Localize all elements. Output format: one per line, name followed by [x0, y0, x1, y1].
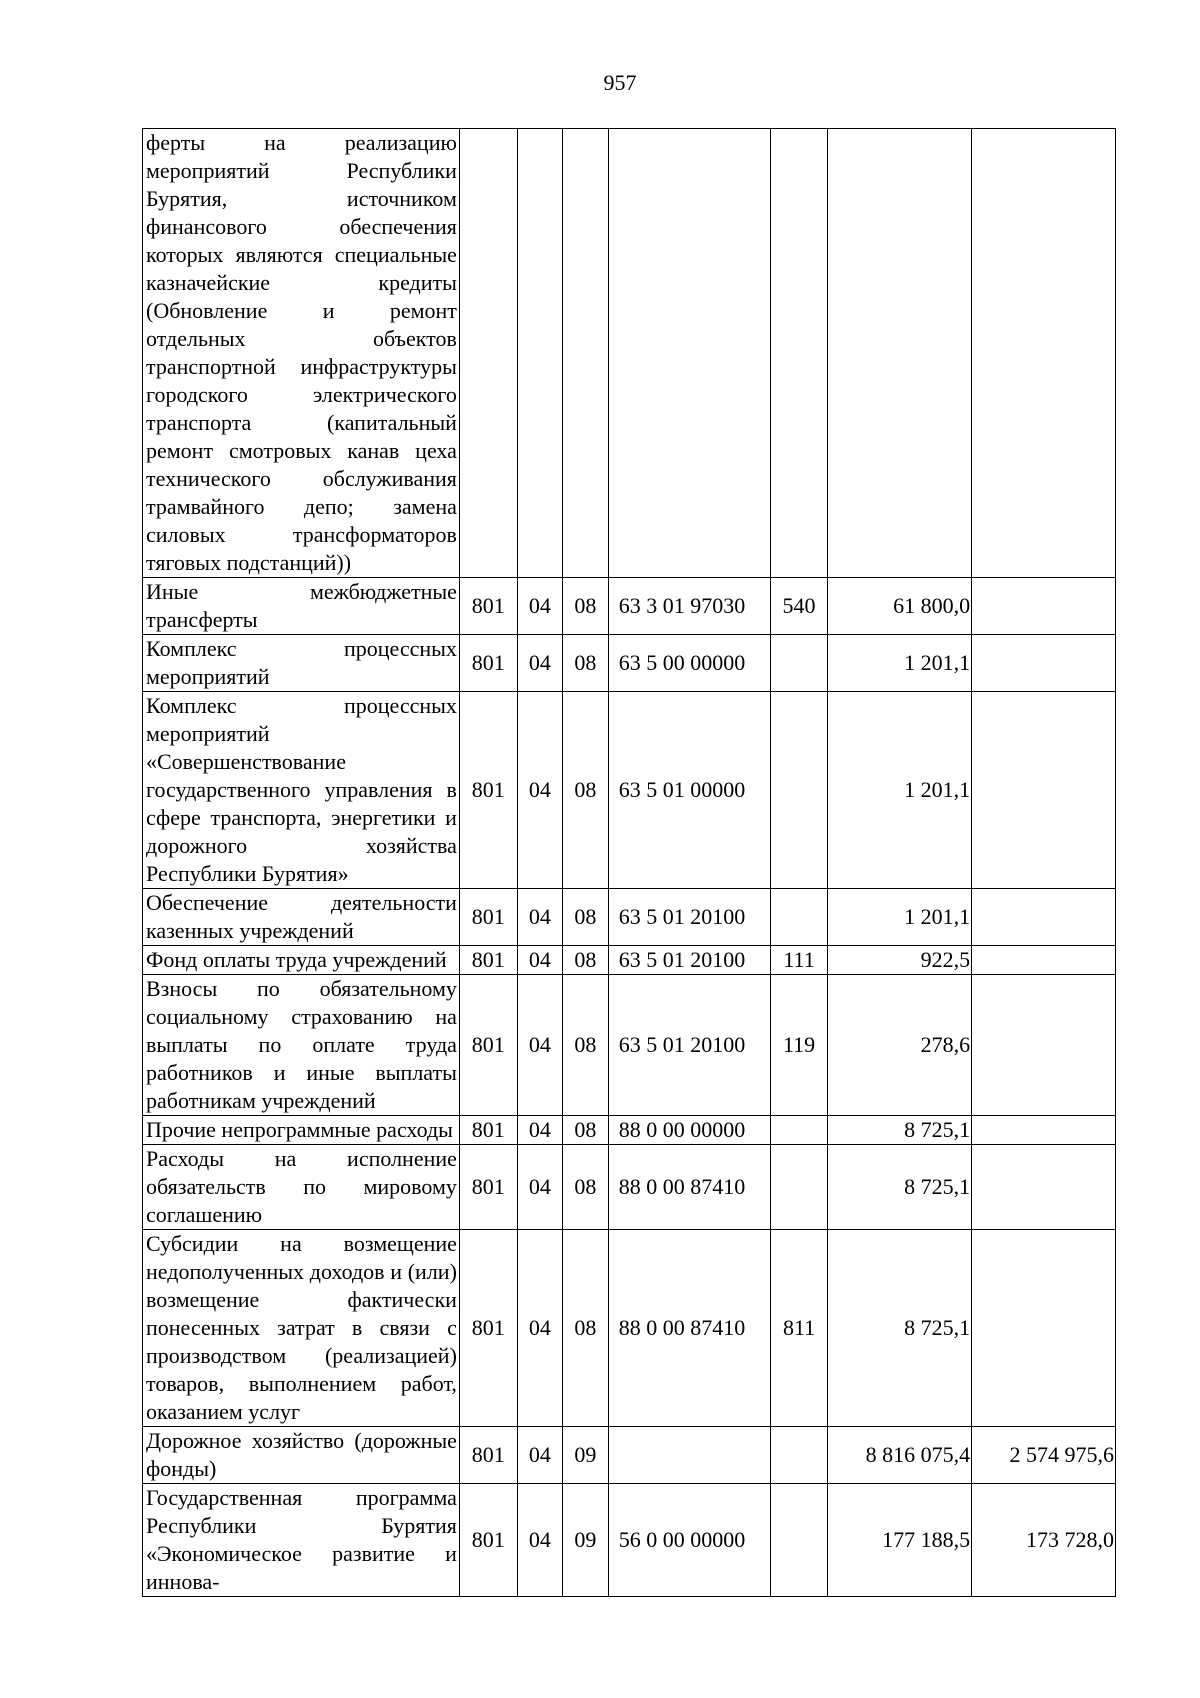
section-code-cell: 04 [517, 578, 563, 635]
expense-type-cell: 111 [770, 946, 828, 975]
subsection-code-cell: 08 [563, 889, 609, 946]
grs-code-cell: 801 [459, 1145, 517, 1230]
expense-type-cell [770, 635, 828, 692]
amount-cell-2 [972, 946, 1116, 975]
amount-cell-2: 2 574 975,6 [972, 1427, 1116, 1484]
amount-cell: 1 201,1 [828, 692, 972, 889]
grs-code-cell: 801 [459, 692, 517, 889]
grs-code-cell: 801 [459, 1427, 517, 1484]
table-row [143, 889, 1116, 946]
subsection-code-cell: 08 [563, 1145, 609, 1230]
amount-cell [828, 129, 972, 578]
amount-cell-2 [972, 692, 1116, 889]
grs-code-cell [459, 129, 517, 578]
target-article-cell: 63 5 01 00000 [608, 692, 770, 889]
amount-cell: 8 816 075,4 [828, 1427, 972, 1484]
subsection-code-cell: 08 [563, 1116, 609, 1145]
expense-type-cell: 811 [770, 1230, 828, 1427]
table-row [143, 1116, 1116, 1145]
grs-code-cell: 801 [459, 578, 517, 635]
amount-cell: 278,6 [828, 975, 972, 1116]
amount-cell: 1 201,1 [828, 635, 972, 692]
table-row [143, 635, 1116, 692]
expense-name-cell: Взносы по обязательному социальному страхованию на выплаты по оплате труда работников и иные выплаты работникам учреждений [143, 975, 460, 1116]
subsection-code-cell: 08 [563, 635, 609, 692]
expense-type-cell [770, 889, 828, 946]
expense-name-cell: Дорожное хозяйство (дорожные фонды) [143, 1427, 460, 1484]
page-number: 957 [603, 70, 637, 95]
grs-code-cell: 801 [459, 635, 517, 692]
amount-cell-2 [972, 975, 1116, 1116]
subsection-code-cell: 09 [563, 1484, 609, 1597]
grs-code-cell: 801 [459, 1484, 517, 1597]
section-code-cell: 04 [517, 975, 563, 1116]
amount-cell-2 [972, 578, 1116, 635]
table-row [143, 578, 1116, 635]
amount-cell: 177 188,5 [828, 1484, 972, 1597]
amount-cell: 8 725,1 [828, 1145, 972, 1230]
target-article-cell [608, 1427, 770, 1484]
amount-cell-2: 173 728,0 [972, 1484, 1116, 1597]
subsection-code-cell: 08 [563, 975, 609, 1116]
section-code-cell: 04 [517, 1230, 563, 1427]
expense-name-cell: Фонд оплаты труда учреждений [143, 946, 460, 975]
section-code-cell: 04 [517, 1116, 563, 1145]
section-code-cell [517, 129, 563, 578]
amount-cell: 8 725,1 [828, 1230, 972, 1427]
grs-code-cell: 801 [459, 946, 517, 975]
expense-type-cell [770, 1484, 828, 1597]
table-row [143, 692, 1116, 889]
section-code-cell: 04 [517, 889, 563, 946]
subsection-code-cell: 08 [563, 578, 609, 635]
expense-name-cell: Комплекс процессных мероприятий «Совершенствование государственного управления в сфере транспорта, энергетики и дорожного хозяйства Республики Бурятия» [143, 692, 460, 889]
table-row [143, 129, 1116, 578]
section-code-cell: 04 [517, 1484, 563, 1597]
expense-type-cell [770, 129, 828, 578]
section-code-cell: 04 [517, 1145, 563, 1230]
target-article-cell: 63 5 01 20100 [608, 975, 770, 1116]
amount-cell: 61 800,0 [828, 578, 972, 635]
amount-cell-2 [972, 1230, 1116, 1427]
grs-code-cell: 801 [459, 1116, 517, 1145]
target-article-cell: 88 0 00 87410 [608, 1230, 770, 1427]
section-code-cell: 04 [517, 946, 563, 975]
expense-name-cell: Комплекс процессных мероприятий [143, 635, 460, 692]
target-article-cell: 63 3 01 97030 [608, 578, 770, 635]
amount-cell: 1 201,1 [828, 889, 972, 946]
section-code-cell: 04 [517, 1427, 563, 1484]
table-body [143, 129, 1116, 1597]
grs-code-cell: 801 [459, 975, 517, 1116]
target-article-cell: 63 5 01 20100 [608, 946, 770, 975]
amount-cell-2 [972, 1116, 1116, 1145]
expense-type-cell [770, 1427, 828, 1484]
amount-cell-2 [972, 129, 1116, 578]
amount-cell: 8 725,1 [828, 1116, 972, 1145]
expense-type-cell: 540 [770, 578, 828, 635]
target-article-cell: 63 5 00 00000 [608, 635, 770, 692]
subsection-code-cell: 08 [563, 692, 609, 889]
amount-cell: 922,5 [828, 946, 972, 975]
amount-cell-2 [972, 1145, 1116, 1230]
expense-type-cell [770, 1116, 828, 1145]
subsection-code-cell: 09 [563, 1427, 609, 1484]
table-row [143, 975, 1116, 1116]
amount-cell-2 [972, 635, 1116, 692]
grs-code-cell: 801 [459, 1230, 517, 1427]
target-article-cell [608, 129, 770, 578]
section-code-cell: 04 [517, 692, 563, 889]
expense-type-cell: 119 [770, 975, 828, 1116]
expense-name-cell: Государственная программа Республики Бурятия «Экономическое развитие и иннова- [143, 1484, 460, 1597]
expense-type-cell [770, 692, 828, 889]
subsection-code-cell [563, 129, 609, 578]
subsection-code-cell: 08 [563, 1230, 609, 1427]
target-article-cell: 88 0 00 00000 [608, 1116, 770, 1145]
table-row [143, 946, 1116, 975]
expense-name-cell: Иные межбюджетные трансферты [143, 578, 460, 635]
target-article-cell: 63 5 01 20100 [608, 889, 770, 946]
expense-name-cell: Субсидии на возмещение недополученных доходов и (или) возмещение фактически понесенных затрат в связи с производством (реализацией) товаров, выполнением работ, оказанием услуг [143, 1230, 460, 1427]
table-row [143, 1230, 1116, 1427]
section-code-cell: 04 [517, 635, 563, 692]
expense-name-cell: Обеспечение деятельности казенных учреждений [143, 889, 460, 946]
expense-type-cell [770, 1145, 828, 1230]
table-row [143, 1484, 1116, 1597]
amount-cell-2 [972, 889, 1116, 946]
expense-name-cell: Прочие непрограммные расходы [143, 1116, 460, 1145]
expense-name-cell: Расходы на исполнение обязательств по мировому соглашению [143, 1145, 460, 1230]
target-article-cell: 56 0 00 00000 [608, 1484, 770, 1597]
target-article-cell: 88 0 00 87410 [608, 1145, 770, 1230]
grs-code-cell: 801 [459, 889, 517, 946]
table-row [143, 1145, 1116, 1230]
budget-table [142, 128, 1116, 1597]
table-row [143, 1427, 1116, 1484]
expense-name-cell: ферты на реализацию мероприятий Республики Бурятия, источником финансового обеспечения которых являются специальные казначейские кредиты (Обновление и ремонт отдельных объектов транспортной инфраструктуры городского электрического транспорта (капитальный ремонт смотровых канав цеха технического обслуживания трамвайного депо; замена силовых трансформаторов тяговых подстанций)) [143, 129, 460, 578]
subsection-code-cell: 08 [563, 946, 609, 975]
